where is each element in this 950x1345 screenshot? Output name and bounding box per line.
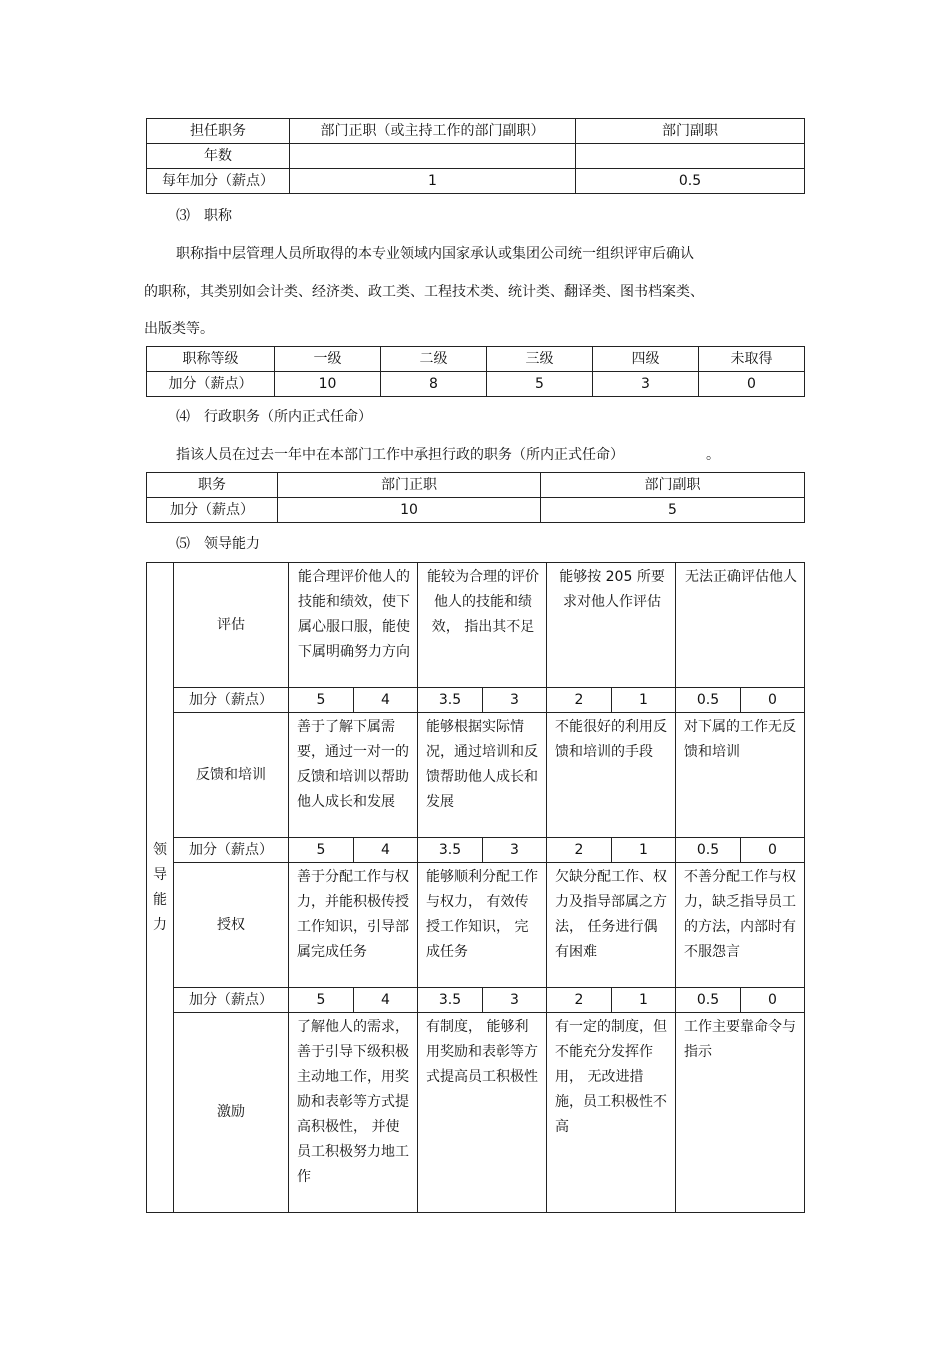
score-value: 5 <box>289 688 354 713</box>
group-label-char: 能 <box>153 891 167 908</box>
bonus-value-deputy: 0.5 <box>576 169 805 194</box>
row-label-delegation: 授权 <box>174 863 289 988</box>
title-bonus-value: 5 <box>487 372 593 397</box>
admin-bonus-head: 10 <box>278 498 541 523</box>
evaluation-level-1: 能合理评价他人的技能和绩效，使下属心服口服，能使下属明确努力方向 <box>289 563 418 688</box>
admin-duty-table <box>146 472 805 523</box>
delegation-level-3: 欠缺分配工作、权力及指导部属之方法， 任务进行偶有困难 <box>547 863 676 988</box>
score-value: 0.5 <box>676 988 741 1013</box>
title-bonus-value: 8 <box>381 372 487 397</box>
section-3-para-line-3: 出版类等。 <box>144 321 214 337</box>
section-4-para-tail: 。 <box>706 447 720 463</box>
header-dept-deputy: 部门副职 <box>576 119 805 144</box>
header-duty: 担任职务 <box>147 119 290 144</box>
feedback-level-1: 善于了解下属需要，通过一对一的反馈和培训以帮助他人成长和发展 <box>289 713 418 838</box>
score-value: 4 <box>354 988 418 1013</box>
score-value: 3.5 <box>418 988 483 1013</box>
header-dept-head: 部门正职（或主持工作的部门副职） <box>290 119 576 144</box>
score-value: 3 <box>483 838 547 863</box>
delegation-level-4: 不善分配工作与权力，缺乏指导员工的方法，内部时有不服怨言 <box>676 863 805 988</box>
score-value: 0.5 <box>676 688 741 713</box>
title-bonus-value: 10 <box>275 372 381 397</box>
title-bonus-value: 0 <box>699 372 805 397</box>
evaluation-level-3: 能够按 205 所要求对他人作评估 <box>547 563 676 688</box>
score-label: 加分（薪点） <box>174 838 289 863</box>
group-label-char: 领 <box>153 841 167 858</box>
row-label-evaluation: 评估 <box>174 563 289 688</box>
score-value: 4 <box>354 838 418 863</box>
score-value: 5 <box>289 988 354 1013</box>
bonus-value-head: 1 <box>290 169 576 194</box>
duty-bonus-table <box>146 118 805 194</box>
years-cell-deputy <box>576 144 805 169</box>
evaluation-level-4: 无法正确评估他人 <box>676 563 805 688</box>
score-value: 0 <box>741 688 805 713</box>
title-bonus-label: 加分（薪点） <box>147 372 275 397</box>
score-value: 3 <box>483 688 547 713</box>
admin-bonus-label: 加分（薪点） <box>147 498 278 523</box>
feedback-level-3: 不能很好的利用反馈和培训的手段 <box>547 713 676 838</box>
title-level-2: 二级 <box>381 347 487 372</box>
admin-header-deputy: 部门副职 <box>541 473 805 498</box>
score-value: 2 <box>547 988 612 1013</box>
score-value: 1 <box>612 838 676 863</box>
title-level-1: 一级 <box>275 347 381 372</box>
admin-header-duty: 职务 <box>147 473 278 498</box>
motivation-level-4: 工作主要靠命令与指示 <box>676 1013 805 1213</box>
delegation-level-1: 善于分配工作与权力，并能积极传授工作知识，引导部属完成任务 <box>289 863 418 988</box>
score-value: 2 <box>547 688 612 713</box>
title-level-header: 职称等级 <box>147 347 275 372</box>
score-value: 1 <box>612 688 676 713</box>
section-4-heading: ⑷ 行政职务（所内正式任命） <box>176 409 372 425</box>
row-label-motivation: 激励 <box>174 1013 289 1213</box>
score-value: 1 <box>612 988 676 1013</box>
feedback-level-4: 对下属的工作无反馈和培训 <box>676 713 805 838</box>
score-label: 加分（薪点） <box>174 988 289 1013</box>
section-4-para: 指该人员在过去一年中在本部门工作中承担行政的职务（所内正式任命） <box>176 447 624 463</box>
title-level-table <box>146 346 805 397</box>
section-3-para-line-1: 职称指中层管理人员所取得的本专业领域内国家承认或集团公司统一组织评审后确认 <box>176 246 694 262</box>
admin-bonus-deputy: 5 <box>541 498 805 523</box>
score-value: 3.5 <box>418 688 483 713</box>
score-value: 5 <box>289 838 354 863</box>
score-value: 0 <box>741 988 805 1013</box>
score-label: 加分（薪点） <box>174 688 289 713</box>
delegation-level-2: 能够顺利分配工作与权力， 有效传授工作知识， 完成任务 <box>418 863 547 988</box>
score-value: 2 <box>547 838 612 863</box>
bonus-label: 每年加分（薪点） <box>147 169 290 194</box>
section-3-heading: ⑶ 职称 <box>176 208 232 224</box>
title-level-none: 未取得 <box>699 347 805 372</box>
title-level-4: 四级 <box>593 347 699 372</box>
feedback-level-2: 能够根据实际情况，通过培训和反馈帮助他人成长和发展 <box>418 713 547 838</box>
years-label: 年数 <box>147 144 290 169</box>
group-label-char: 力 <box>153 916 167 933</box>
motivation-level-1: 了解他人的需求，善于引导下级积极主动地工作，用奖励和表彰等方式提高积极性， 并使员工积极努力地工作 <box>289 1013 418 1213</box>
motivation-level-3: 有一定的制度，但不能充分发挥作用， 无改进措施，员工积极性不高 <box>547 1013 676 1213</box>
score-value: 0.5 <box>676 838 741 863</box>
years-cell-head <box>290 144 576 169</box>
leadership-group-label <box>147 563 174 1213</box>
leadership-table <box>146 562 805 1213</box>
group-label-char: 导 <box>153 866 167 883</box>
admin-header-head: 部门正职 <box>278 473 541 498</box>
score-value: 3 <box>483 988 547 1013</box>
score-value: 4 <box>354 688 418 713</box>
score-value: 0 <box>741 838 805 863</box>
title-bonus-value: 3 <box>593 372 699 397</box>
section-3-para-line-2: 的职称，其类别如会计类、经济类、政工类、工程技术类、统计类、翻译类、图书档案类、 <box>144 284 704 300</box>
motivation-level-2: 有制度， 能够利用奖励和表彰等方式提高员工积极性 <box>418 1013 547 1213</box>
title-level-3: 三级 <box>487 347 593 372</box>
section-5-heading: ⑸ 领导能力 <box>176 536 260 552</box>
evaluation-level-2: 能较为合理的评价他人的技能和绩效， 指出其不足 <box>418 563 547 688</box>
row-label-feedback: 反馈和培训 <box>174 713 289 838</box>
score-value: 3.5 <box>418 838 483 863</box>
